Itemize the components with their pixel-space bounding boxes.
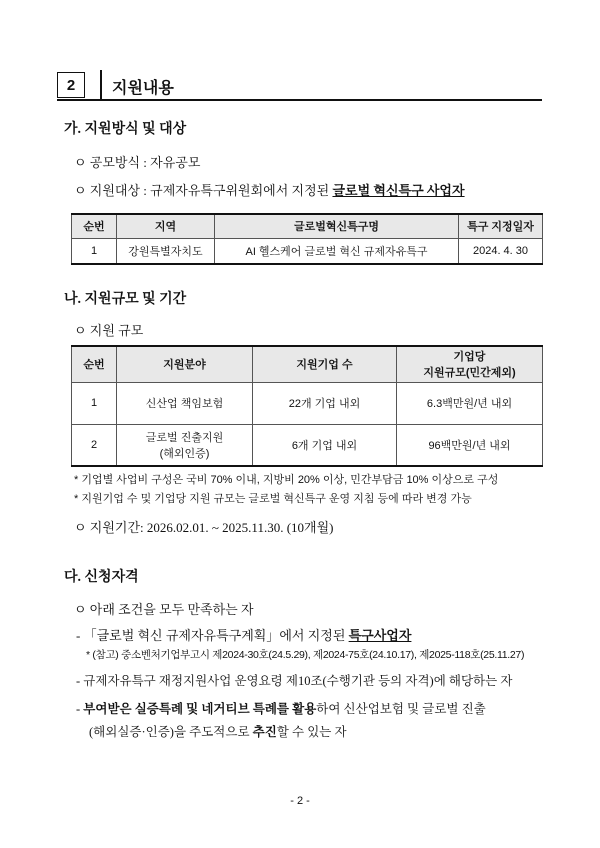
table-cell: 강원특별자치도 [117,238,215,264]
page-number: - 2 - [290,795,310,807]
cell-line: 글로벌 진출지원 [145,431,224,444]
cell-line: (해외인증) [159,447,210,460]
note-budget: * 기업별 사업비 구성은 국비 70% 이내, 지방비 20% 이상, 민간부담금 10% 이상으로 구성 [74,474,499,486]
item3-emph: 부여받은 실증특례 및 네거티브 특례를 활용 [83,702,317,716]
target-prefix: ㅇ 지원대상 : 규제자유특구위원회에서 지정된 [74,183,333,198]
header-line: 기업당 [453,351,486,364]
item3-text: 하여 신산업보험 및 글로벌 진출 [316,702,486,716]
header-line: 지원규모(민간제외) [423,367,516,380]
designation-table [71,213,543,265]
target-emph: 글로벌 혁신특구 사업자 [332,183,465,198]
table-cell: 2 [72,424,117,466]
target-line [74,180,465,199]
table-cell: AI 헬스케어 글로벌 혁신 규제자유특구 [215,238,459,264]
heading-scale-period: 나. 지원규모 및 기간 [64,292,187,307]
table-cell: 6.3백만원/년 내외 [397,382,543,424]
item3-text-2: (해외실증·인증)을 주도적으로 [89,725,253,739]
item3-emph-2: 추진 [252,725,277,739]
item3-dash: - [76,702,84,716]
eligibility-item-2: - 규제자유특구 재정지원사업 운영요령 제10조(수행기관 등의 자격)에 해당하는 자 [76,674,513,688]
table-header: 지원기업 수 [253,346,397,382]
item1-prefix: - 「글로벌 혁신 규제자유특구계획」에서 지정된 [76,628,349,643]
item1-reference: * (참고) 중소벤처기업부고시 제2024-30호(24.5.29), 제2024-75호(24.10.17), 제2025-118호(25.11.27) [86,649,525,661]
table-cell: 22개 기업 내외 [253,382,397,424]
table-cell: 1 [72,382,117,424]
item1-emph: 특구사업자 [348,628,412,643]
table-cell: 96백만원/년 내외 [397,424,543,466]
table-header: 글로벌혁신특구명 [215,214,459,238]
table-cell [117,424,253,466]
item3-text-3: 할 수 있는 자 [276,725,347,739]
table-row [72,424,543,466]
note-change: * 지원기업 수 및 기업당 지원 규모는 글로벌 혁신특구 운영 지침 등에 따라 변경 가능 [74,493,472,505]
table-header: 순번 [72,214,117,238]
scale-label: ㅇ 지원 규모 [74,323,144,338]
method-line: ㅇ 공모방식 : 자유공모 [74,155,201,170]
heading-eligibility: 다. 신청자격 [64,570,139,585]
period-line: ㅇ 지원기간: 2026.02.01. ~ 2025.11.30. (10개월) [74,520,334,535]
eligibility-item-1 [76,625,411,644]
section-rule [57,99,542,101]
section-title: 지원내용 [112,80,174,97]
eligibility-item-3 [76,699,486,717]
table-header: 지역 [117,214,215,238]
eligibility-intro: ㅇ 아래 조건을 모두 만족하는 자 [74,602,254,617]
table-cell: 신산업 책임보험 [117,382,253,424]
section-divider [100,70,102,100]
eligibility-item-3-cont [89,722,347,740]
table-cell: 6개 기업 내외 [253,424,397,466]
table-header: 지원분야 [117,346,253,382]
section-number: 2 [57,72,85,98]
table-cell: 2024. 4. 30 [459,238,543,264]
table-row [72,238,543,264]
table-row [72,382,543,424]
heading-method-target: 가. 지원방식 및 대상 [64,122,187,137]
table-header [397,346,543,382]
support-scale-table [71,345,543,467]
table-header: 순번 [72,346,117,382]
table-header: 특구 지정일자 [459,214,543,238]
table-cell: 1 [72,238,117,264]
